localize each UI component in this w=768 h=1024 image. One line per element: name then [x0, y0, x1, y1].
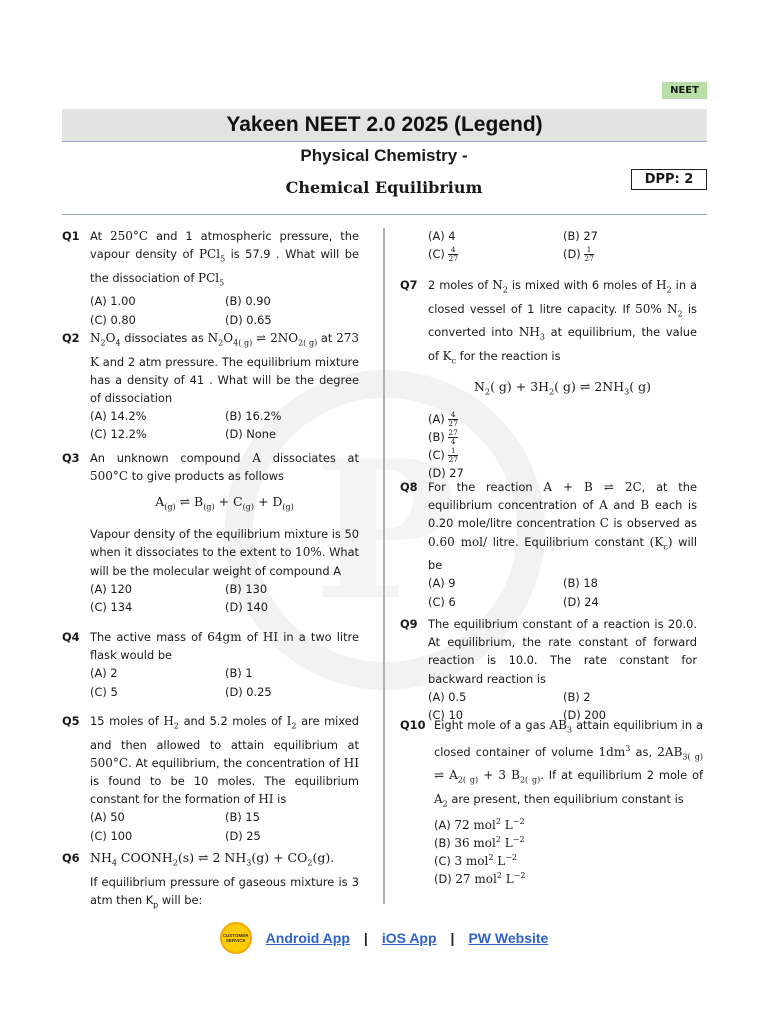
question-number: Q8 — [400, 480, 418, 494]
option-a[interactable]: (A) 120 — [90, 581, 133, 596]
question-number: Q10 — [400, 718, 426, 732]
question-text: An unknown compound A dissociates at 500°C to give products as follows — [90, 451, 359, 484]
question-text: 15 moles of $H_2$ and 5.2 moles of $I_2$ are mixed and then allowed to attain equilibrium at 500°C. At equilibrium, the concentration of HI is found to be 10 moles. The equilibrium constant for the formation of HI is — [90, 714, 359, 807]
option-d[interactable]: (D) 27 mol$^2$ $L^{-2}$ — [434, 871, 526, 887]
option-c[interactable]: (C) 100 — [90, 828, 133, 843]
question-number: Q5 — [62, 714, 80, 728]
question-number: Q1 — [62, 229, 80, 243]
question-text: If equilibrium pressure of gaseous mixture is 3 atm then $K_p$ will be: — [90, 874, 359, 910]
option-d[interactable]: (D) $\frac{1}{27}$ — [563, 245, 594, 264]
option-a[interactable]: (A) 4 — [428, 229, 456, 243]
option-a[interactable]: (A) 14.2% — [90, 409, 147, 424]
customer-service-logo[interactable]: CUSTOMER SERVICE — [220, 922, 252, 954]
ios-app-link[interactable]: iOS App — [381, 930, 437, 946]
option-b[interactable]: (B) 1 — [225, 666, 253, 681]
option-c[interactable]: (C) 3 mol$^2$ $L^{-2}$ — [434, 853, 518, 869]
option-d[interactable]: (D) 25 — [225, 828, 261, 843]
android-app-link[interactable]: Android App — [265, 930, 350, 946]
option-c[interactable]: (C) 0.80 — [90, 312, 136, 327]
options — [90, 664, 359, 700]
option-b[interactable]: (B) 16.2% — [225, 409, 282, 424]
option-c[interactable]: (C) 10 — [428, 708, 463, 723]
option-b[interactable]: (B) 27 — [563, 229, 598, 243]
question-6-options — [428, 227, 708, 263]
subject-title: Physical Chemistry - — [300, 146, 468, 165]
options — [428, 227, 708, 263]
option-d[interactable]: (D) 0.25 — [225, 684, 272, 699]
separator: | — [363, 930, 368, 946]
reaction-equation: $A_{(g)}$ ⇌ $B_{(g)} + C_{(g)} + D_{(g)}$ — [155, 494, 294, 512]
option-a[interactable]: (A) 0.5 — [428, 689, 467, 704]
question-text: Eight mole of a gas $AB_3$ attain equilibrium in a closed container of volume $1dm^3$ as, $2AB_{3( g)}$ ⇌ $A_{2( g)} + 3$ $B_{2( g)}$. If at equilibrium 2 mole of $A_2$ are present, then equilibrium constant is — [434, 718, 704, 809]
question-text-cont: Vapour density of the equilibrium mixture is 50 when it dissociates to the extent to 10%. What will be the molecular weight of compound A — [90, 527, 360, 578]
option-b[interactable]: (B) 36 mol$^2$ $L^{-2}$ — [434, 835, 525, 851]
option-a[interactable]: (A) 50 — [90, 810, 125, 825]
option-a[interactable]: (A) 2 — [90, 666, 118, 681]
exam-tag: NEET — [662, 82, 707, 99]
options — [434, 813, 703, 885]
page-title: Yakeen NEET 2.0 2025 (Legend) — [62, 109, 707, 142]
options — [90, 292, 359, 328]
option-a[interactable]: (A) 72 mol$^2$ $L^{-2}$ — [434, 817, 525, 833]
option-b[interactable]: (B) 18 — [563, 576, 598, 591]
option-b[interactable]: (B) 130 — [225, 581, 268, 596]
option-d[interactable]: (D) 200 — [563, 708, 607, 723]
option-b[interactable]: (B) 2 — [563, 689, 591, 704]
question-text: The equilibrium constant of a reaction is 20.0. At equilibrium, the rate constant of forward reaction is 10.0. The rate constant for backward reaction is — [428, 617, 697, 686]
reaction-equation: $N_2$( $g) + 3H_2$( g) ⇌ $2NH_3$( g) — [474, 379, 651, 397]
options — [90, 808, 359, 844]
question-text: 2 moles of $N_2$ is mixed with 6 moles of $H_2$ in a closed vessel of 1 litre capacity. If 50% $N_2$ is converted into $NH_3$ at equilibrium, the value of $K_c$ for the reaction is — [428, 278, 698, 366]
options — [428, 410, 697, 482]
pw-website-link[interactable]: PW Website — [468, 930, 549, 946]
option-a[interactable]: (A) 9 — [428, 576, 456, 591]
footer-links — [0, 922, 768, 954]
option-c[interactable]: (C) 12.2% — [90, 427, 147, 442]
option-d[interactable]: (D) 27 — [428, 466, 464, 481]
option-c[interactable]: (C) $\frac{4}{27}$ — [428, 245, 459, 264]
option-c[interactable]: (C) 6 — [428, 594, 456, 609]
question-number: Q7 — [400, 278, 418, 292]
question-number: Q6 — [62, 851, 80, 865]
option-b[interactable]: (B) 15 — [225, 810, 260, 825]
option-b[interactable]: (B) 0.90 — [225, 294, 271, 309]
dpp-badge: DPP: 2 — [631, 169, 707, 190]
options — [90, 580, 359, 616]
question-text: At 250°C and 1 atmospheric pressure, the vapour density of PCl$_5$ is 57.9 . What will be the dissociation of PCl$_5$ — [90, 229, 359, 288]
question-text: The active mass of 64gm of HI in a two litre flask would be — [90, 630, 359, 663]
option-b[interactable]: (B) $\frac{27}{4}$ — [428, 428, 458, 447]
option-c[interactable]: (C) 5 — [90, 684, 118, 699]
reaction-equation: $NH_4$ $COONH_2(s)$ ⇌ 2 $NH_3(g) + CO_2(g)$. — [90, 850, 335, 868]
option-c[interactable]: (C) $\frac{1}{27}$ — [428, 446, 459, 465]
question-text: For the reaction A + B ⇌ 2C, at the equilibrium concentration of A and B each is 0.20 mole/litre concentration C is observed as 0.60 mol/ litre. Equilibrium constant $(K_c)$ will be — [428, 480, 698, 573]
option-d[interactable]: (D) 0.65 — [225, 312, 272, 327]
column-divider — [383, 228, 385, 904]
option-c[interactable]: (C) 134 — [90, 599, 133, 614]
header-divider — [62, 214, 707, 215]
option-d[interactable]: (D) 140 — [225, 599, 269, 614]
question-number: Q3 — [62, 451, 80, 465]
question-number: Q4 — [62, 630, 80, 644]
option-d[interactable]: (D) 24 — [563, 594, 599, 609]
question-number: Q2 — [62, 331, 80, 345]
chapter-title: Chemical Equilibrium — [285, 178, 483, 197]
question-number: Q9 — [400, 617, 418, 631]
option-d[interactable]: (D) None — [225, 427, 276, 442]
question-text: $N_2O_4$ dissociates as $N_2O_{4( g)}$ ⇌ $2NO_{2( g)}$ at 273 K and 2 atm pressure. The equilibrium mixture has a density of 41 . What will be the degree of dissociation — [90, 331, 360, 405]
option-a[interactable]: (A) $\frac{4}{27}$ — [428, 410, 458, 429]
options — [90, 407, 359, 443]
option-a[interactable]: (A) 1.00 — [90, 294, 136, 309]
options — [428, 574, 697, 610]
separator: | — [450, 930, 455, 946]
